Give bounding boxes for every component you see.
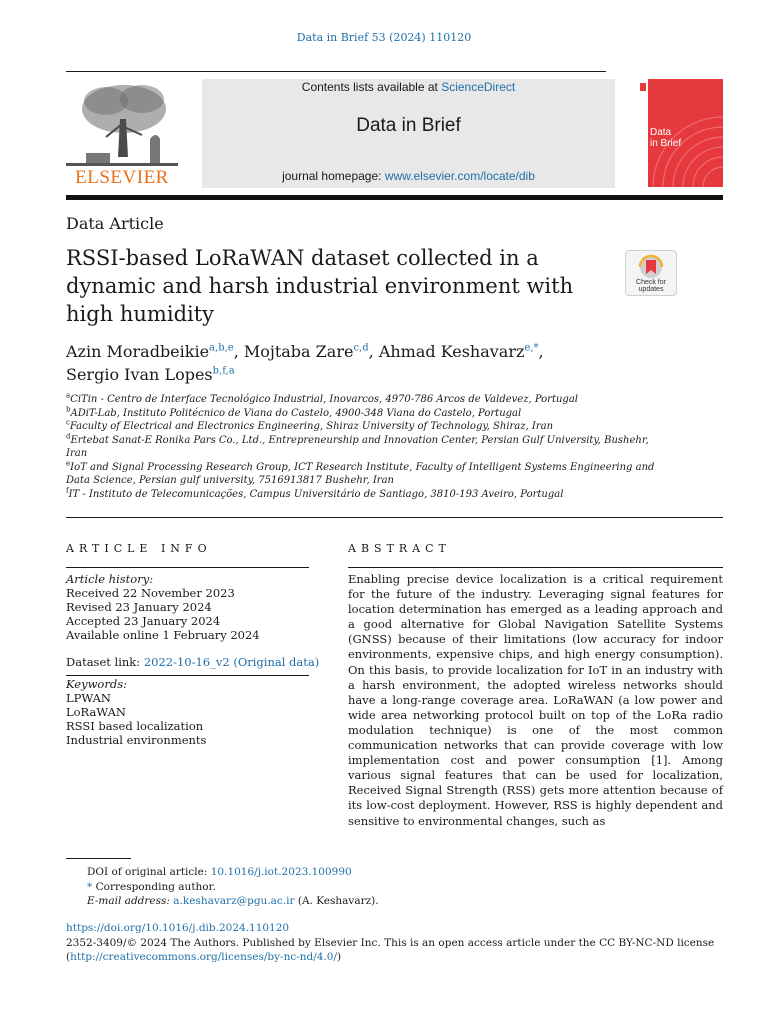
homepage-line — [202, 169, 615, 183]
author-affiliation-marks[interactable]: b,f,a — [212, 365, 235, 377]
keyword-item: Industrial environments — [66, 733, 207, 747]
homepage-prefix: journal homepage: — [282, 169, 385, 183]
email-suffix: (A. Keshavarz). — [294, 895, 379, 907]
history-label: Article history: — [66, 572, 154, 586]
license-link[interactable]: http://creativecommons.org/licenses/by-nc-nd/4.0/ — [70, 951, 338, 963]
author-name: Azin Moradbeikie — [66, 342, 210, 361]
corresponding-text: Corresponding author. — [95, 880, 216, 893]
affiliation-item — [66, 420, 666, 434]
homepage-link[interactable]: www.elsevier.com/locate/dib — [384, 169, 535, 183]
email-label: E-mail address: — [87, 895, 174, 907]
author-separator: , — [233, 342, 244, 361]
abstract-heading: ABSTRACT — [348, 542, 451, 555]
keywords-label: Keywords: — [66, 677, 127, 691]
doi-original-line — [87, 865, 707, 880]
abstract-text: Enabling precise device localization is a critical requirement for the future of the industry. Leveraging signal features for location determination has emerged as a leading approach and a good alternative for Global Navigation Satellite Systems (GNSS) because of their limitations (low accuracy for indoor environments, expensive chips, and high energy consumption). On this basis, to provide localization for IoT in an industry with a harsh environment, the adopted wireless networks should have a long-range coverage area. LoRaWAN (a low power and wide area networking protocol built on top of the LoRa radio modulation technique) is one of the most common communication networks that can provide coverage with low implementation cost and power consumption [1]. Among various signal features that can be used for localization, Received Signal Strength (RSS) gets more attention because of its low-cost deployment. However, RSS is highly dependent and sensitive to environmental changes, such as — [348, 572, 723, 828]
keyword-item: LPWAN — [66, 691, 111, 705]
license-text: 2352-3409/© 2024 The Authors. Published by Elsevier Inc. This is an open access article under the CC BY-NC-ND license — [66, 937, 715, 949]
affiliation-text: ADiT-Lab, Instituto Politécnico de Viana do Castelo, 4900-348 Viana do Castelo, Portugal — [70, 407, 522, 419]
history-item: Accepted 23 January 2024 — [66, 614, 221, 628]
author-affiliation-marks[interactable]: a,b,e — [209, 342, 234, 354]
affiliation-key: b — [66, 405, 71, 414]
keywords-divider — [66, 675, 309, 676]
affiliation-text: IoT and Signal Processing Research Group, ICT Research Institute, Faculty of Intelligent Systems Engineering and Data Science, Persian gulf university, 7516913817 Bushehr, Iran — [66, 461, 655, 486]
article-title: RSSI-based LoRaWAN dataset collected in a dynamic and harsh industrial environment with high humidity — [66, 246, 574, 326]
dataset-label: Dataset link: — [66, 655, 144, 669]
history-item: Available online 1 February 2024 — [66, 628, 260, 642]
keywords — [66, 677, 316, 747]
contents-line — [202, 80, 615, 94]
check-for-updates-label — [626, 279, 676, 293]
affiliation-key: d — [66, 432, 71, 441]
author-name: Ahmad Keshavarz — [378, 342, 525, 361]
author-affiliation-marks[interactable]: c,d — [353, 342, 369, 354]
affiliation-key: f — [66, 486, 69, 495]
corresponding-author-line — [87, 880, 707, 895]
author-list — [66, 340, 706, 386]
license-notice — [66, 936, 726, 964]
affiliation-key: c — [66, 418, 70, 427]
cover-label-line2: in Brief — [650, 138, 682, 149]
author-separator: , — [538, 342, 544, 361]
dataset-link-line — [66, 655, 319, 669]
affiliation-text: CiTin - Centro de Interface Tecnológico Industrial, Inovarcos, 4970-786 Arcos de Valdevez, Portugal — [70, 394, 578, 405]
affiliation-text: Ertebat Sanat-E Ronika Pars Co., Ltd., Entrepreneurship and Innovation Center, Persian Gulf University, Bushehr, Iran — [66, 434, 649, 459]
doi-original-label: DOI of original article: — [87, 866, 211, 878]
elsevier-logo — [66, 79, 178, 189]
abstract-divider — [348, 567, 723, 568]
elsevier-wordmark: ELSEVIER — [75, 167, 169, 188]
cover-label-line1: Data — [650, 127, 672, 138]
article-history — [66, 572, 316, 642]
article-doi-link[interactable]: https://doi.org/10.1016/j.dib.2024.110120 — [66, 922, 290, 934]
cover-label — [650, 127, 681, 149]
affiliation-item — [66, 393, 666, 407]
affiliation-item — [66, 488, 666, 502]
doi-original-link[interactable]: 10.1016/j.iot.2023.100990 — [210, 866, 352, 878]
license-close: ) — [337, 951, 342, 963]
header-thick-divider — [66, 195, 723, 200]
author-affiliation-marks[interactable]: e,* — [524, 342, 539, 354]
dataset-link[interactable]: 2022-10-16_v2 (Original data) — [143, 655, 320, 669]
affiliation-list — [66, 393, 666, 501]
keyword-item: LoRaWAN — [66, 705, 126, 719]
article-info-heading: ARTICLE INFO — [66, 542, 212, 555]
author-separator: , — [368, 342, 379, 361]
affiliation-key: e — [66, 459, 71, 468]
check-label-line1: Check for — [636, 279, 666, 286]
email-link[interactable]: a.keshavarz@pgu.ac.ir — [173, 895, 295, 907]
elsevier-tree-icon — [66, 79, 178, 167]
history-item: Received 22 November 2023 — [66, 586, 235, 600]
journal-cover[interactable] — [638, 79, 723, 187]
email-line — [87, 894, 707, 909]
check-label-line2: updates — [638, 286, 664, 293]
check-for-updates-button[interactable] — [625, 250, 677, 296]
section-divider — [66, 517, 723, 518]
sciencedirect-link[interactable]: ScienceDirect — [441, 80, 516, 94]
affiliation-item — [66, 407, 666, 421]
keyword-item: RSSI based localization — [66, 719, 204, 733]
footnote-divider — [66, 858, 131, 859]
affiliation-key: a — [66, 391, 71, 400]
affiliation-item — [66, 434, 666, 461]
top-divider — [66, 71, 606, 72]
license-open: ( — [66, 951, 71, 963]
history-item: Revised 23 January 2024 — [66, 600, 212, 614]
affiliation-text: IT - Instituto de Telecomunicações, Campus Universitário de Santiago, 3810-193 Aveiro, Portugal — [68, 488, 564, 500]
contents-prefix: Contents lists available at — [301, 80, 442, 94]
article-type: Data Article — [66, 214, 164, 233]
journal-reference-link[interactable]: Data in Brief 53 (2024) 110120 — [296, 31, 472, 44]
author-name: Sergio Ivan Lopes — [66, 365, 213, 384]
affiliation-text: Faculty of Electrical and Electronics Engineering, Shiraz University of Technology, Shiraz, Iran — [69, 421, 554, 432]
corresponding-mark: * — [87, 880, 93, 893]
affiliation-item — [66, 461, 666, 488]
author-name: Mojtaba Zare — [243, 342, 354, 361]
article-info-divider — [66, 567, 309, 568]
journal-title: Data in Brief — [356, 115, 461, 136]
footnotes — [87, 865, 707, 909]
